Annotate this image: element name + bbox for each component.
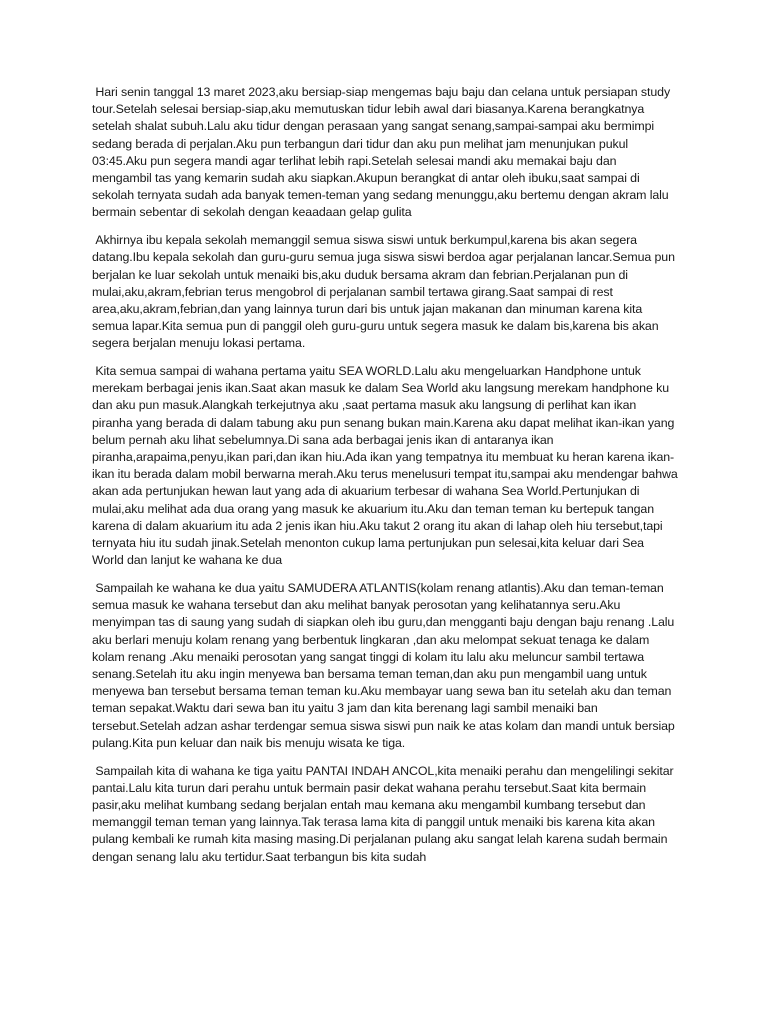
document-page — [92, 84, 681, 876]
paragraph-5: Sampailah kita di wahana ke tiga yaitu PANTAI INDAH ANCOL,kita menaiki perahu dan mengelilingi sekitar pantai.Lalu kita turun dari perahu untuk bermain pasir dekat wahana perahu tersebut.Saat kita bermain pasir,aku melihat kumbang sedang berjalan entah mau kemana aku mengambil kumbang tersebut dan memanggil teman teman yang lainnya.Tak terasa lama kita di panggil untuk menaiki bis karena kita akan pulang kembali ke rumah kita masing masing.Di perjalanan pulang aku sangat lelah karena sudah bermain dengan senang lalu aku tertidur.Saat terbangun bis kita sudah — [92, 763, 677, 864]
paragraph-1: Hari senin tanggal 13 maret 2023,aku bersiap-siap mengemas baju baju dan celana untuk persiapan study tour.Setelah selesai bersiap-siap,aku memutuskan tidur lebih awal dari biasanya.Karena berangkatnya setelah shalat subuh.Lalu aku tidur dengan perasaan yang sangat senang,sampai-sampai aku bermimpi sedang berada di perjalan.Aku pun terbangun dari tidur dan aku pun melihat jam menunjukan pukul 03:45.Aku pun segera mandi agar terlihat lebih rapi.Setelah selesai mandi aku memakai baju dan mengambil tas yang kemarin sudah aku siapkan.Akupun berangkat di antar oleh ibuku,saat sampai di sekolah ternyata sudah ada banyak temen-teman yang sedang menunggu,aku bertemu dengan akram lalu bermain sebentar di sekolah dengan keaadaan gelap gulita — [92, 85, 674, 220]
paragraph-4: Sampailah ke wahana ke dua yaitu SAMUDERA ATLANTIS(kolam renang atlantis).Aku dan teman-teman semua masuk ke wahana tersebut dan aku melihat banyak perosotan yang kelihatannya seru.Aku menyimpan tas di saung yang sudah di siapkan oleh ibu guru,dan mengganti baju dengan baju renang .Lalu aku berlari menuju kolam renang yang berbentuk lingkaran ,dan aku melompat sekuat tenaga ke dalam kolam renang .Aku menaiki perosotan yang sangat tinggi di kolam itu lalu aku meluncur sambil tertawa senang.Setelah itu aku ingin menyewa ban bersama teman teman,dan aku pun mengambil uang untuk menyewa ban tersebut bersama teman teman ku.Aku membayar uang sewa ban itu setelah aku dan teman teman sepakat.Waktu dari sewa ban itu yaitu 3 jam dan kita berenang lagi sambil menaiki ban tersebut.Setelah adzan ashar terdengar semua siswa siswi pun naik ke atas kolam dan mandi untuk bersiap pulang.Kita pun keluar dan naik bis menuju wisata ke tiga. — [92, 580, 679, 750]
paragraph-3: Kita semua sampai di wahana pertama yaitu SEA WORLD.Lalu aku mengeluarkan Handphone untuk merekam berbagai jenis ikan.Saat akan masuk ke dalam Sea World aku langsung merekam handphone ku dan aku pun masuk.Alangkah terkejutnya aku ,saat pertama masuk aku langsung di perlihat kan ikan piranha yang berada di dalam tabung aku pun senang bukan main.Karena aku dapat melihat ikan-ikan yang belum pernah aku lihat sebelumnya.Di sana ada berbagai jenis ikan di antaranya ikan piranha,arapaima,penyu,ikan pari,dan ikan hiu.Ada ikan yang tempatnya itu membuat ku heran karena ikan-ikan itu berada dalam mobil berwarna merah.Aku terus menelusuri tempat itu,sampai aku mendengar bahwa akan ada pertunjukan hewan laut yang ada di akuarium terbesar di wahana Sea World.Pertunjukan di mulai,aku melihat ada dua orang yang masuk ke akuarium itu.Aku dan teman teman ku bertepuk tangan karena di dalam akuarium itu ada 2 jenis ikan hiu.Aku takut 2 orang itu akan di lahap oleh hiu tersebut,tapi ternyata hiu itu sudah jinak.Setelah menonton cukup lama pertunjukan pun selesai,kita keluar dari Sea World dan lanjut ke wahana ke dua — [92, 364, 681, 568]
paragraph-2: Akhirnya ibu kepala sekolah memanggil semua siswa siswi untuk berkumpul,karena bis akan segera datang.Ibu kepala sekolah dan guru-guru semua juga siswa siswi berdoa agar perjalanan lancar.Semua pun berjalan ke luar sekolah untuk menaiki bis,aku duduk bersama akram dan febrian.Perjalanan pun di mulai,aku,akram,febrian terus mengobrol di perjalanan sambil tertawa girang.Saat sampai di rest area,aku,akram,febrian,dan yang lainnya turun dari bis untuk jajan makanan dan minuman karena kita semua lapar.Kita semua pun di panggil oleh guru-guru untuk segera masuk ke dalam bis,karena bis akan segera berjalan menuju lokasi pertama. — [92, 233, 679, 351]
